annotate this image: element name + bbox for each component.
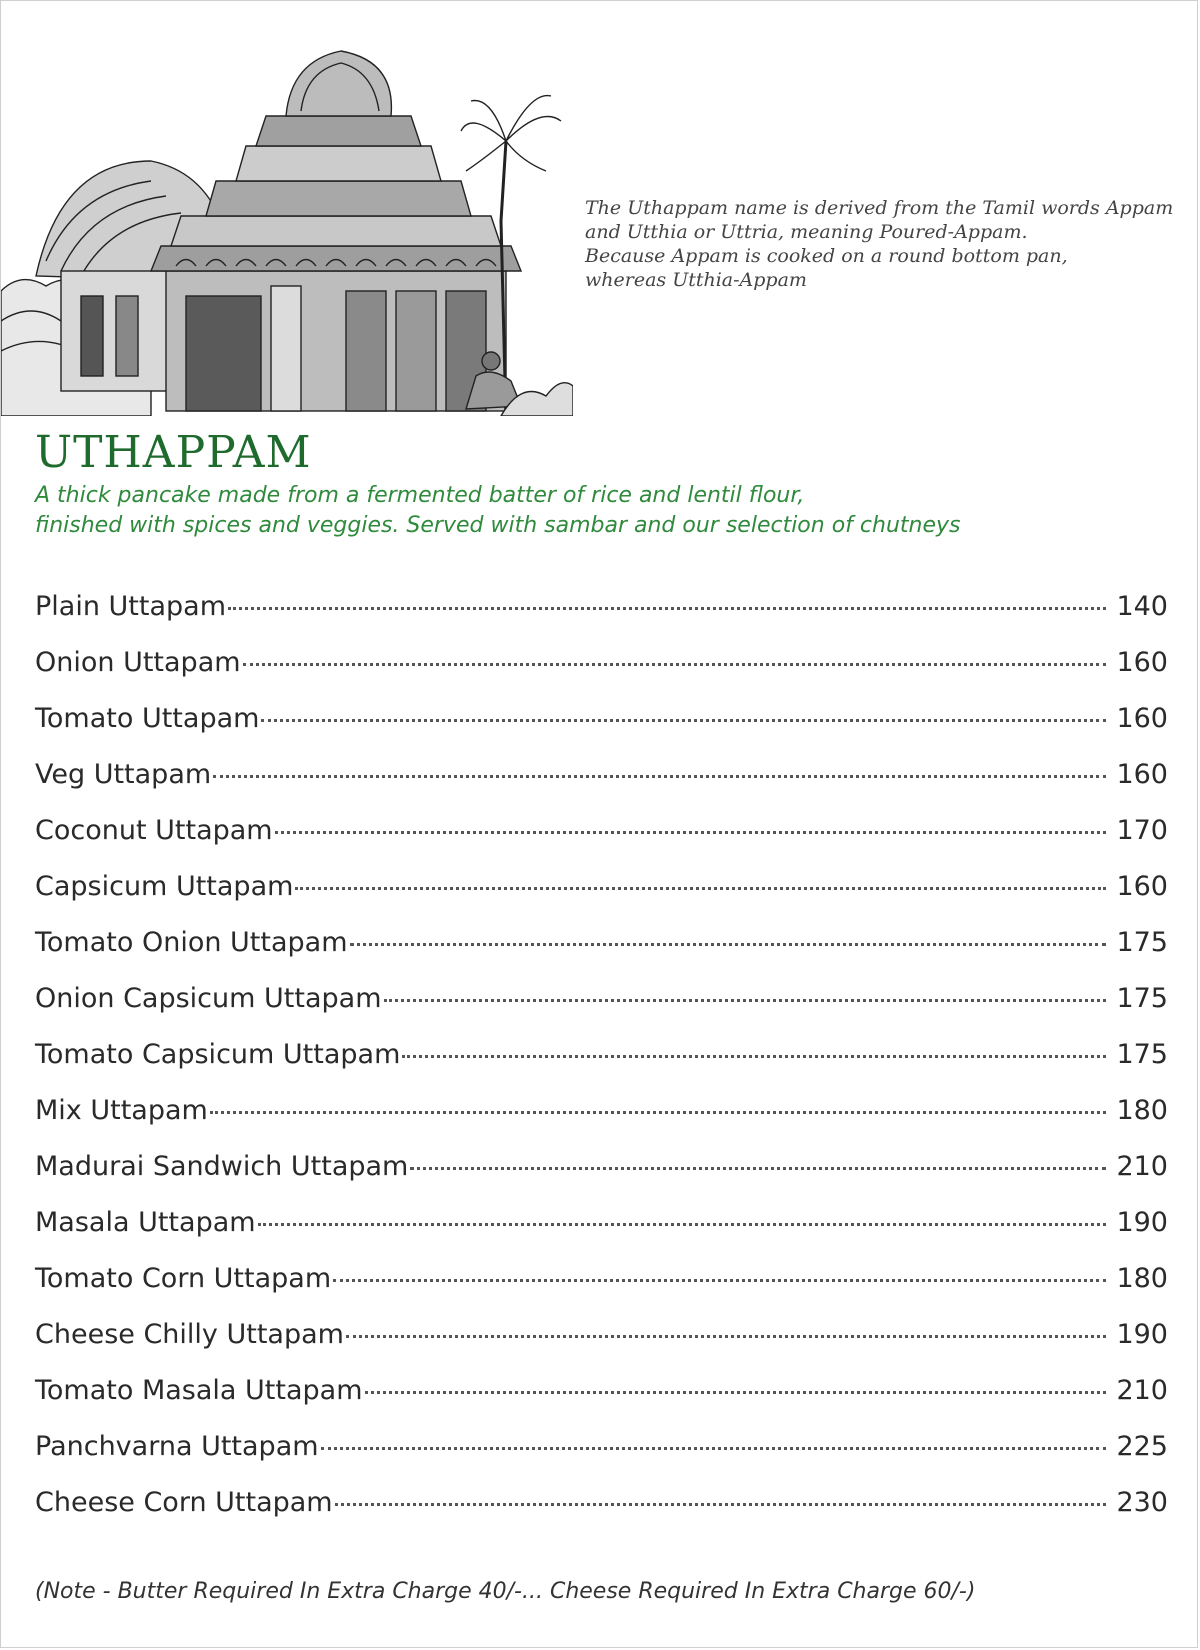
dot-leader (333, 1279, 1106, 1282)
dot-leader (365, 1391, 1106, 1394)
item-name: Plain Uttapam (35, 591, 226, 622)
dot-leader (410, 1167, 1106, 1170)
dot-leader (402, 1055, 1106, 1058)
item-price: 210 (1116, 1151, 1168, 1182)
dot-leader (243, 663, 1106, 666)
subtitle-line: finished with spices and veggies. Served with sambar and our selection of chutneys (35, 513, 961, 538)
menu-item (35, 1263, 1168, 1319)
item-price: 180 (1116, 1263, 1168, 1294)
intro-line: Because Appam is cooked on a round bottom pan, (585, 245, 1068, 267)
dot-leader (210, 1111, 1106, 1114)
item-name: Tomato Corn Uttapam (35, 1263, 332, 1294)
menu-item (35, 759, 1168, 815)
subtitle-line: A thick pancake made from a fermented batter of rice and lentil flour, (35, 483, 805, 508)
item-price: 160 (1116, 759, 1168, 790)
dot-leader (335, 1503, 1106, 1506)
item-price: 160 (1116, 647, 1168, 678)
item-price: 180 (1116, 1095, 1168, 1126)
dot-leader (346, 1335, 1106, 1338)
item-name: Tomato Masala Uttapam (35, 1375, 363, 1406)
item-name: Tomato Capsicum Uttapam (35, 1039, 401, 1070)
dot-leader (350, 943, 1106, 946)
item-name: Tomato Uttapam (35, 703, 260, 734)
item-name: Onion Uttapam (35, 647, 241, 678)
dot-leader (384, 999, 1107, 1002)
item-price: 190 (1116, 1319, 1168, 1350)
section-subtitle (35, 481, 1165, 541)
item-name: Onion Capsicum Uttapam (35, 983, 382, 1014)
section-title: UTHAPPAM (35, 427, 312, 478)
menu-item (35, 1207, 1168, 1263)
item-name: Masala Uttapam (35, 1207, 256, 1238)
dot-leader (258, 1223, 1106, 1226)
menu-item (35, 1151, 1168, 1207)
menu-list (35, 591, 1168, 1543)
intro-line: whereas Utthia-Appam (585, 269, 807, 291)
menu-item (35, 1487, 1168, 1543)
item-price: 170 (1116, 815, 1168, 846)
dot-leader (261, 719, 1106, 722)
item-name: Capsicum Uttapam (35, 871, 294, 902)
item-price: 175 (1116, 983, 1168, 1014)
item-price: 230 (1116, 1487, 1168, 1518)
menu-item (35, 591, 1168, 647)
menu-item (35, 983, 1168, 1039)
temple-sketch-icon (1, 21, 573, 416)
item-price: 160 (1116, 871, 1168, 902)
item-name: Mix Uttapam (35, 1095, 208, 1126)
item-price: 175 (1116, 927, 1168, 958)
item-name: Cheese Corn Uttapam (35, 1487, 333, 1518)
menu-item (35, 815, 1168, 871)
extra-charge-note: (Note - Butter Required In Extra Charge 40/-... Cheese Required In Extra Charge 60/-) (35, 1579, 976, 1604)
menu-item (35, 871, 1168, 927)
menu-item (35, 647, 1168, 703)
dot-leader (275, 831, 1106, 834)
item-name: Tomato Onion Uttapam (35, 927, 348, 958)
item-name: Madurai Sandwich Uttapam (35, 1151, 409, 1182)
dot-leader (213, 775, 1106, 778)
menu-item (35, 1375, 1168, 1431)
dot-leader (321, 1447, 1106, 1450)
intro-line: The Uthappam name is derived from the Tamil words Appam (585, 197, 1174, 219)
item-price: 225 (1116, 1431, 1168, 1462)
menu-item (35, 1431, 1168, 1487)
item-name: Panchvarna Uttapam (35, 1431, 319, 1462)
intro-text (585, 196, 1174, 292)
dot-leader (228, 607, 1106, 610)
item-price: 175 (1116, 1039, 1168, 1070)
item-price: 160 (1116, 703, 1168, 734)
intro-line: and Utthia or Uttria, meaning Poured-Appam. (585, 221, 1028, 243)
menu-item (35, 927, 1168, 983)
menu-item (35, 1039, 1168, 1095)
item-price: 210 (1116, 1375, 1168, 1406)
dot-leader (295, 887, 1106, 890)
menu-item (35, 1319, 1168, 1375)
item-name: Coconut Uttapam (35, 815, 273, 846)
item-name: Veg Uttapam (35, 759, 212, 790)
item-price: 140 (1116, 591, 1168, 622)
menu-item (35, 703, 1168, 759)
temple-illustration (1, 21, 573, 416)
item-price: 190 (1116, 1207, 1168, 1238)
menu-item (35, 1095, 1168, 1151)
item-name: Cheese Chilly Uttapam (35, 1319, 344, 1350)
